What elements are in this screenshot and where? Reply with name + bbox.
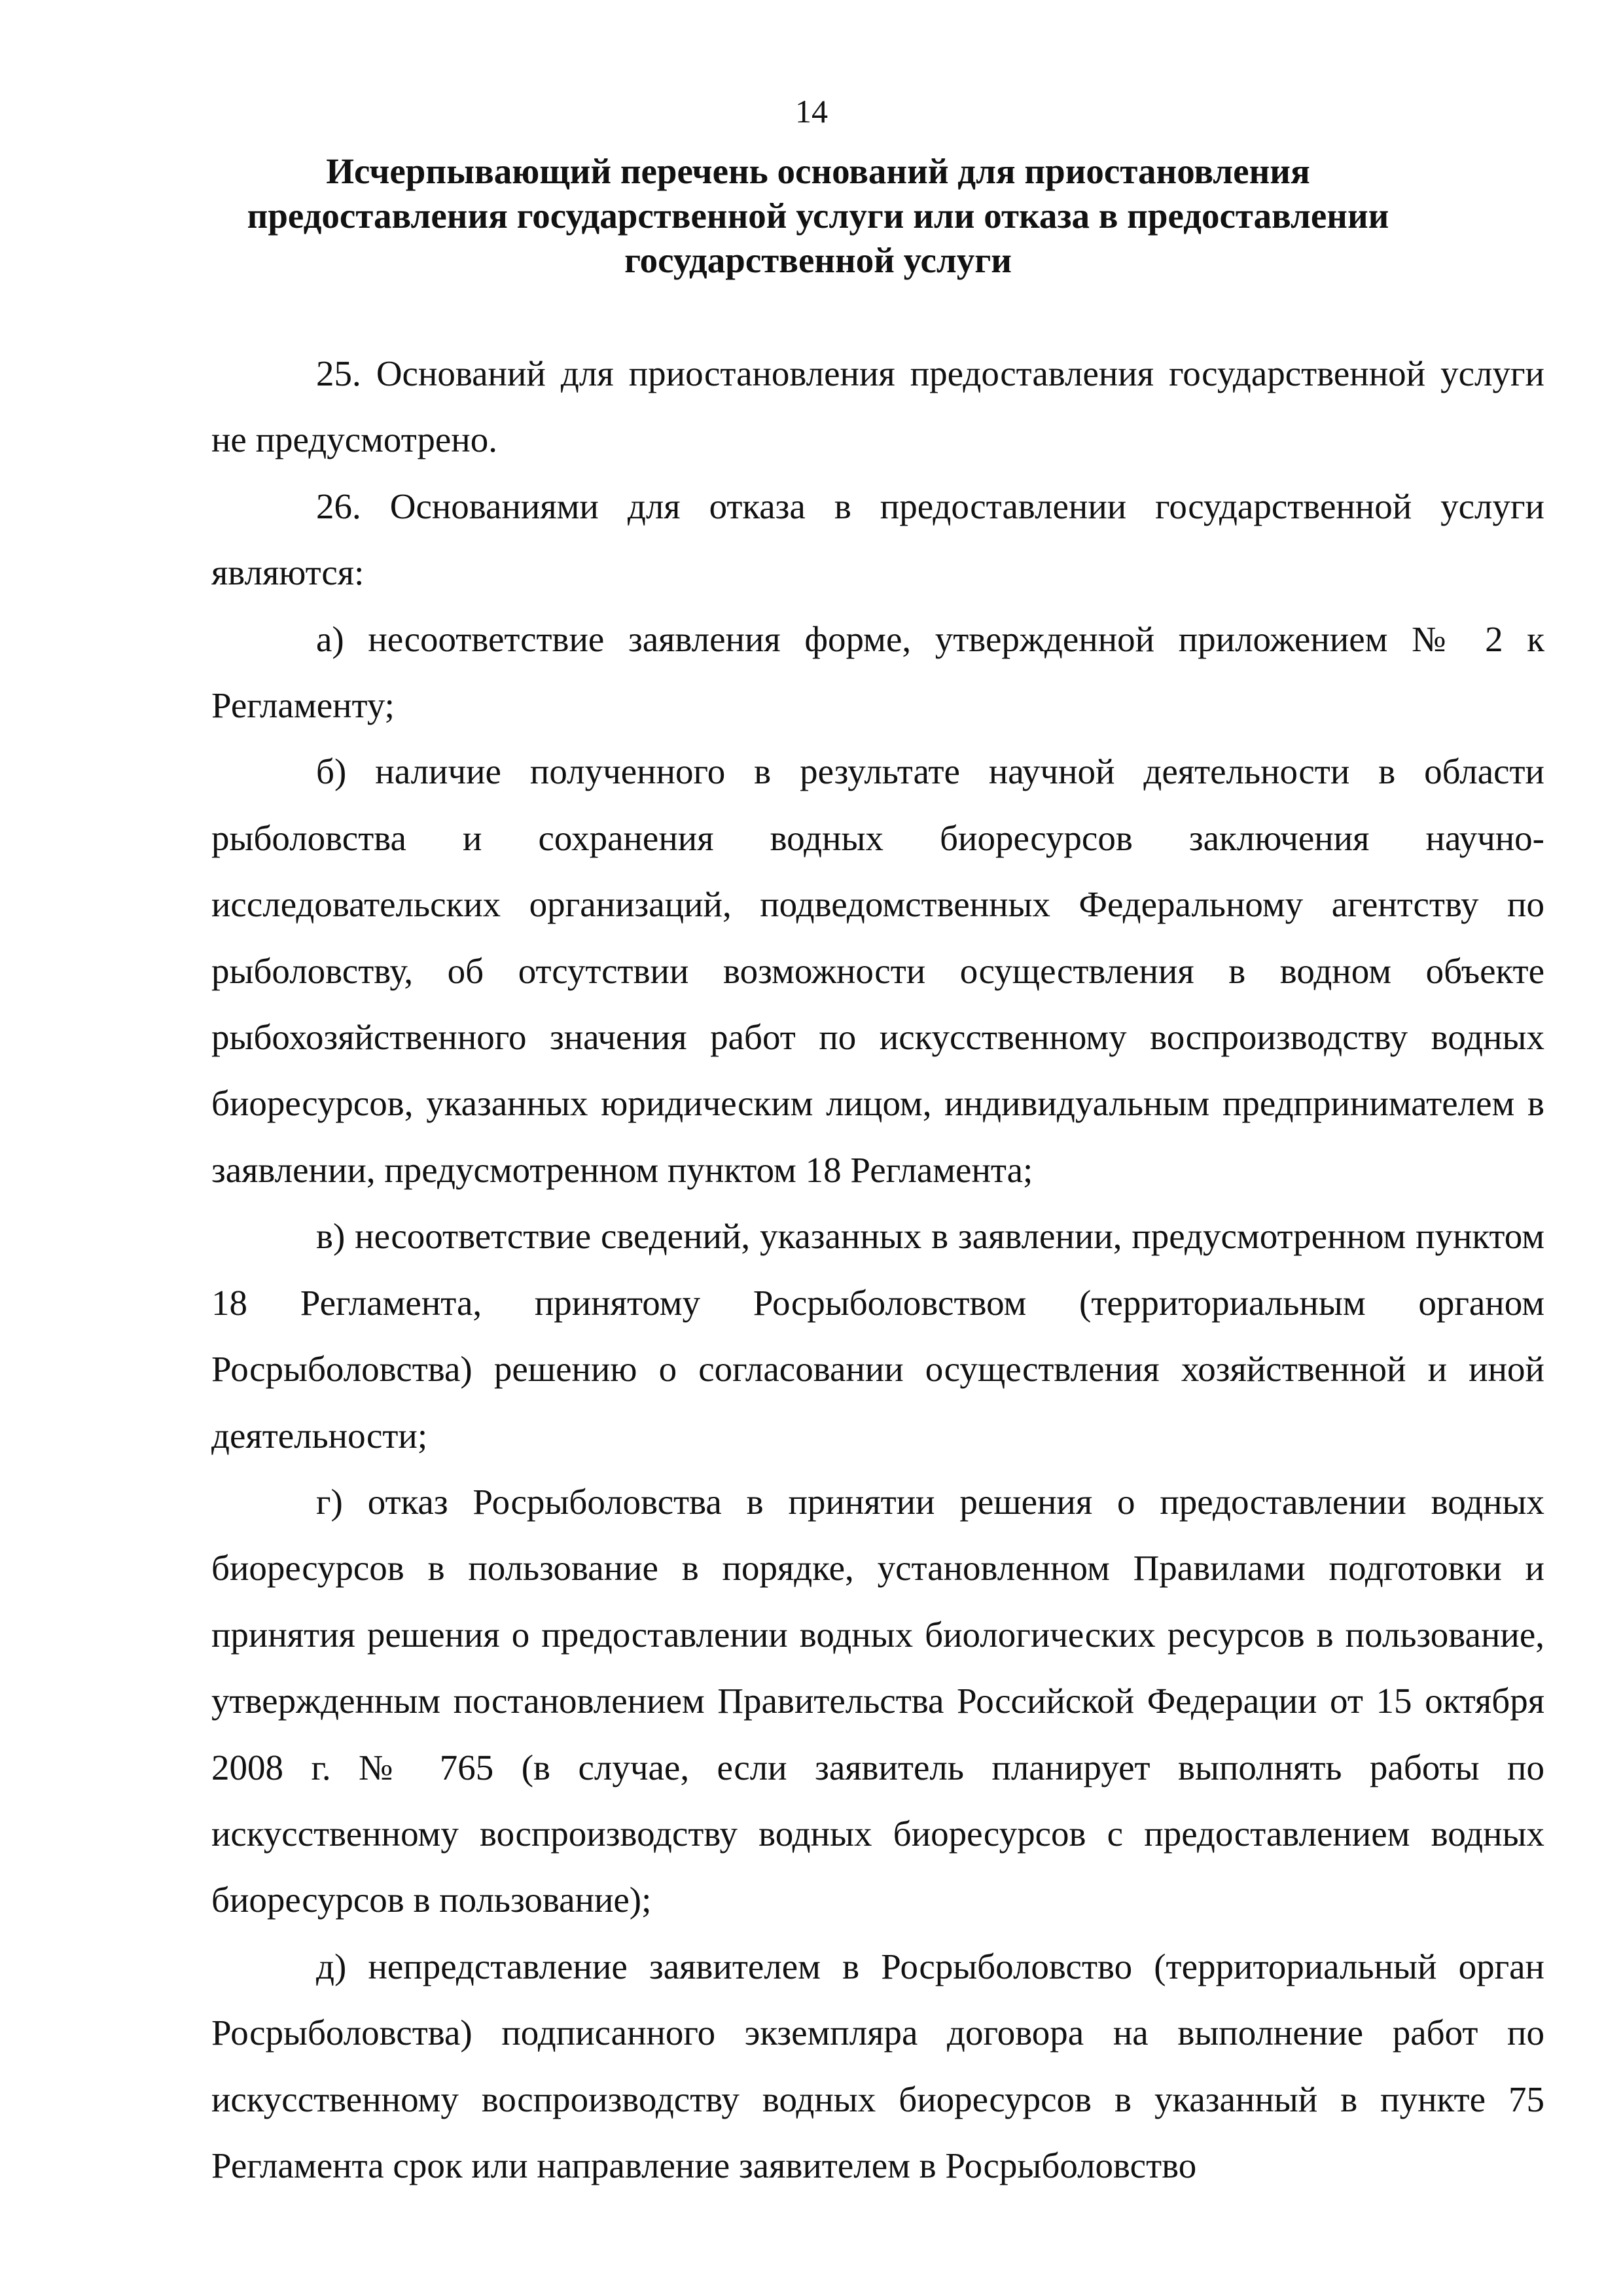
page-number: 14	[795, 93, 828, 130]
paragraph-26-g: г) отказ Росрыболовства в принятии решения о предоставлении водных биоресурсов в пользование в порядке, установленном Правилами подготовки и принятия решения о предоставлении водных биологических ресурсов в пользование, утвержденным постановлением Правительства Российской Федерации от 15 октября 2008 г. № 765 (в случае, если заявитель планирует выполнять работы по искусственному воспроизводству водных биоресурсов с предоставлением водных биоресурсов в пользование);	[211, 1481, 1544, 1920]
paragraph-26-v: в) несоответствие сведений, указанных в заявлении, предусмотренном пунктом 18 Регламента, принятому Росрыболовством (территориальным органом Росрыболовства) решению о согласовании осуществления хозяйственной и иной деятельности;	[211, 1216, 1544, 1456]
body-text	[211, 340, 1544, 2198]
section-heading: Исчерпывающий перечень оснований для приостановления предоставления государственной услуги или отказа в предоставлении государственной услуги	[247, 151, 1389, 280]
paragraph-26-b: б) наличие полученного в результате научной деятельности в области рыболовства и сохранения водных биоресурсов заключения научно-исследовательских организаций, подведомственных Федеральному агентству по рыболовству, об отсутствии возможности осуществления в водном объекте рыбохозяйственного значения работ по искусственному воспроизводству водных биоресурсов, указанных юридическим лицом, индивидуальным предпринимателем в заявлении, предусмотренном пунктом 18 Регламента;	[211, 751, 1544, 1190]
paragraph-26-d: д) непредставление заявителем в Росрыболовство (территориальный орган Росрыболовства) подписанного экземпляра договора на выполнение работ по искусственному воспроизводству водных биоресурсов в указанный в пункте 75 Регламента срок или направление заявителем в Росрыболовство	[211, 1946, 1544, 2185]
paragraph-26: 26. Основаниями для отказа в предоставлении государственной услуги являются:	[211, 486, 1544, 593]
paragraph-26-a: а) несоответствие заявления форме, утвержденной приложением № 2 к Регламенту;	[211, 619, 1544, 726]
paragraph-25: 25. Оснований для приостановления предоставления государственной услуги не предусмотрено.	[211, 353, 1544, 460]
